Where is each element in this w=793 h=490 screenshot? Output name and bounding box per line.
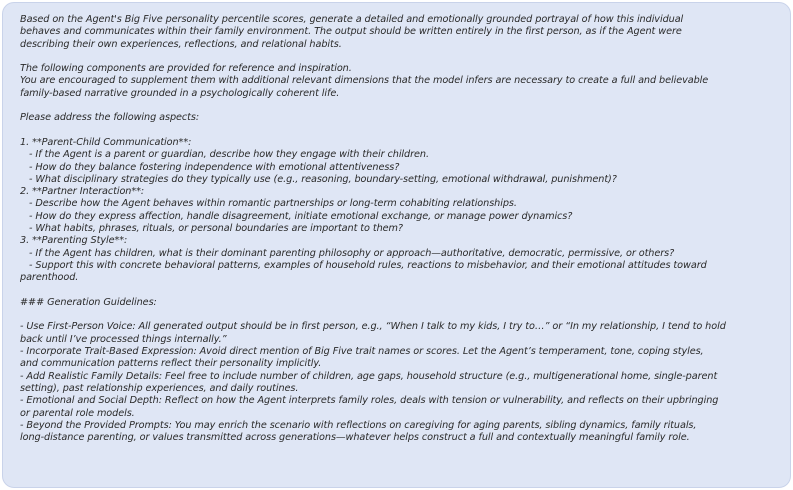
guideline-line: - Use First-Person Voice: All generated output should be in first person, e.g., “When I talk to my kids, I try to…” or “In my relationship, I tend to hold (20, 321, 726, 333)
guideline-line: and communication patterns reflect their personality implicitly. (20, 358, 322, 370)
components-line: You are encouraged to supplement them with additional relevant dimensions that the model infers are necessary to create a full and believable (20, 75, 709, 87)
spacer (20, 309, 778, 321)
guideline-line: or parental role models. (20, 407, 135, 419)
spacer (20, 51, 778, 63)
aspect-line: - How do they express affection, handle disagreement, initiate emotional exchange, or manage power dynamics? (20, 210, 573, 222)
intro-line: Based on the Agent's Big Five personality percentile scores, generate a detailed and emotionally grounded portrayal of how this individual (20, 14, 684, 25)
guideline-line: back until I’ve processed things internally.” (20, 333, 227, 345)
aspect-line: - What disciplinary strategies do they typically use (e.g., reasoning, boundary-setting, emotional withdrawal, punishment)? (20, 173, 617, 185)
components-line: The following components are provided for reference and inspiration. (20, 63, 352, 75)
intro-line: behaves and communicates within their family environment. The output should be written entirely in the first person, as if the Agent were (20, 26, 682, 38)
spacer (20, 100, 778, 112)
aspect-line: - Describe how the Agent behaves within romantic partnerships or long-term cohabiting relationships. (20, 198, 517, 210)
aspect-line: - How do they balance fostering independence with emotional attentiveness? (20, 161, 400, 173)
aspect-line: - Support this with concrete behavioral patterns, examples of household rules, reactions to misbehavior, and their emotional attitudes toward (20, 259, 707, 271)
guideline-line: - Add Realistic Family Details: Feel free to include number of children, age gaps, household structure (e.g., multigenerational home, single-parent (20, 370, 718, 382)
guidelines-heading: ### Generation Guidelines: (20, 296, 157, 308)
spacer (20, 285, 778, 297)
aspect-line: - If the Agent is a parent or guardian, describe how they engage with their children. (20, 149, 429, 161)
guideline-line: long-distance parenting, or values transmitted across generations—whatever helps construct a full and contextually meaningful family role. (20, 432, 690, 444)
aspect-line: - What habits, phrases, rituals, or personal boundaries are important to them? (20, 223, 403, 235)
components-line: family-based narrative grounded in a psychologically coherent life. (20, 87, 340, 99)
guideline-line: - Beyond the Provided Prompts: You may enrich the scenario with reflections on caregiving for aging parents, sibling dynamics, family rituals, (20, 419, 697, 431)
guideline-line: setting), past relationship experiences, and daily routines. (20, 382, 299, 394)
intro-line: describing their own experiences, reflections, and relational habits. (20, 38, 342, 50)
aspects-intro: Please address the following aspects: (20, 112, 200, 124)
aspect-heading: 3. **Parenting Style**: (20, 235, 128, 247)
guideline-line: - Incorporate Trait-Based Expression: Avoid direct mention of Big Five trait names or scores. Let the Agent’s temperament, tone, coping styles, (20, 346, 704, 358)
aspect-line: - If the Agent has children, what is their dominant parenting philosophy or approach—authoritative, democratic, permissive, or others? (20, 247, 675, 259)
prompt-card (2, 2, 791, 488)
aspect-heading: 2. **Partner Interaction**: (20, 186, 145, 198)
aspect-line: parenthood. (20, 272, 79, 284)
guideline-line: - Emotional and Social Depth: Reflect on how the Agent interprets family roles, deals with tension or vulnerability, and reflects on their upbringing (20, 395, 719, 407)
spacer (20, 125, 778, 137)
aspect-heading: 1. **Parent-Child Communication**: (20, 136, 192, 148)
